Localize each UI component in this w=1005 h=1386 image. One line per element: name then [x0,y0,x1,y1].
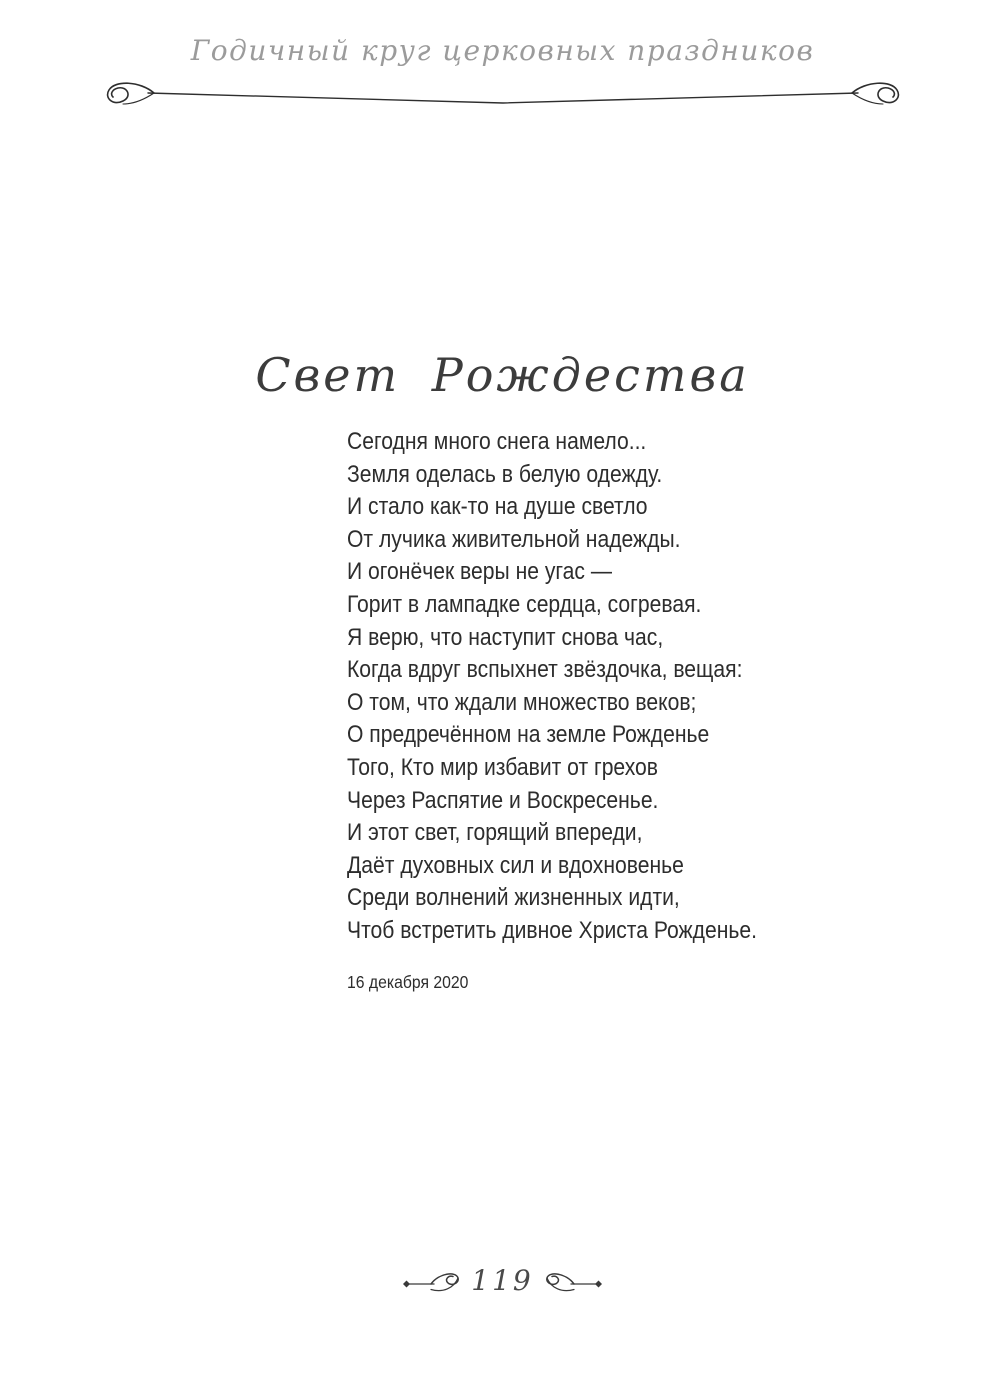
left-swirl-icon [108,83,154,104]
poem-line: Я верю, что наступит снова час, [347,623,664,651]
poem-line: Через Распятие и Воскресенье. [347,786,659,814]
poem-line: Когда вдруг вспыхнет звёздочка, вещая: [347,656,743,684]
poem-line: Даёт духовных сил и вдохновенье [347,851,684,879]
poem-line: Горит в лампадке сердца, согревая. [347,590,702,618]
poem-line: И стало как-то на душе светло [347,493,648,521]
poem-line: И этот свет, горящий впереди, [347,819,643,847]
poem-title: Свет Рождества [255,348,750,402]
footer-right-swirl-rule-icon [542,1266,604,1302]
poem-date: 16 декабря 2020 [347,972,469,992]
poem-line: От лучика живительной надежды. [347,525,681,553]
right-swirl-icon [852,83,898,104]
page-number: 119 [471,1264,534,1297]
divider-line [148,93,858,103]
poem-line: О предречённом на земле Рожденье [347,721,710,749]
poem-line: О том, что ждали множество веков; [347,688,697,716]
poem-line: И огонёчек веры не угас — [347,558,612,586]
poem-line: Среди волнений жизненных идти, [347,884,680,912]
running-header-title: Годичный круг церковных праздников [190,34,815,67]
poem-line: Земля оделась в белую одежду. [347,460,663,488]
footer-page-number-block [0,1266,1005,1302]
header-divider-swirl-rule-icon [98,78,908,118]
poem-line: Того, Кто мир избавит от грехов [347,753,659,781]
footer-left-swirl-rule-icon [401,1266,463,1302]
poem-body [347,426,757,948]
poem-line: Чтоб встретить дивное Христа Рожденье. [347,916,757,944]
poem-line: Сегодня много снега намело... [347,428,647,455]
